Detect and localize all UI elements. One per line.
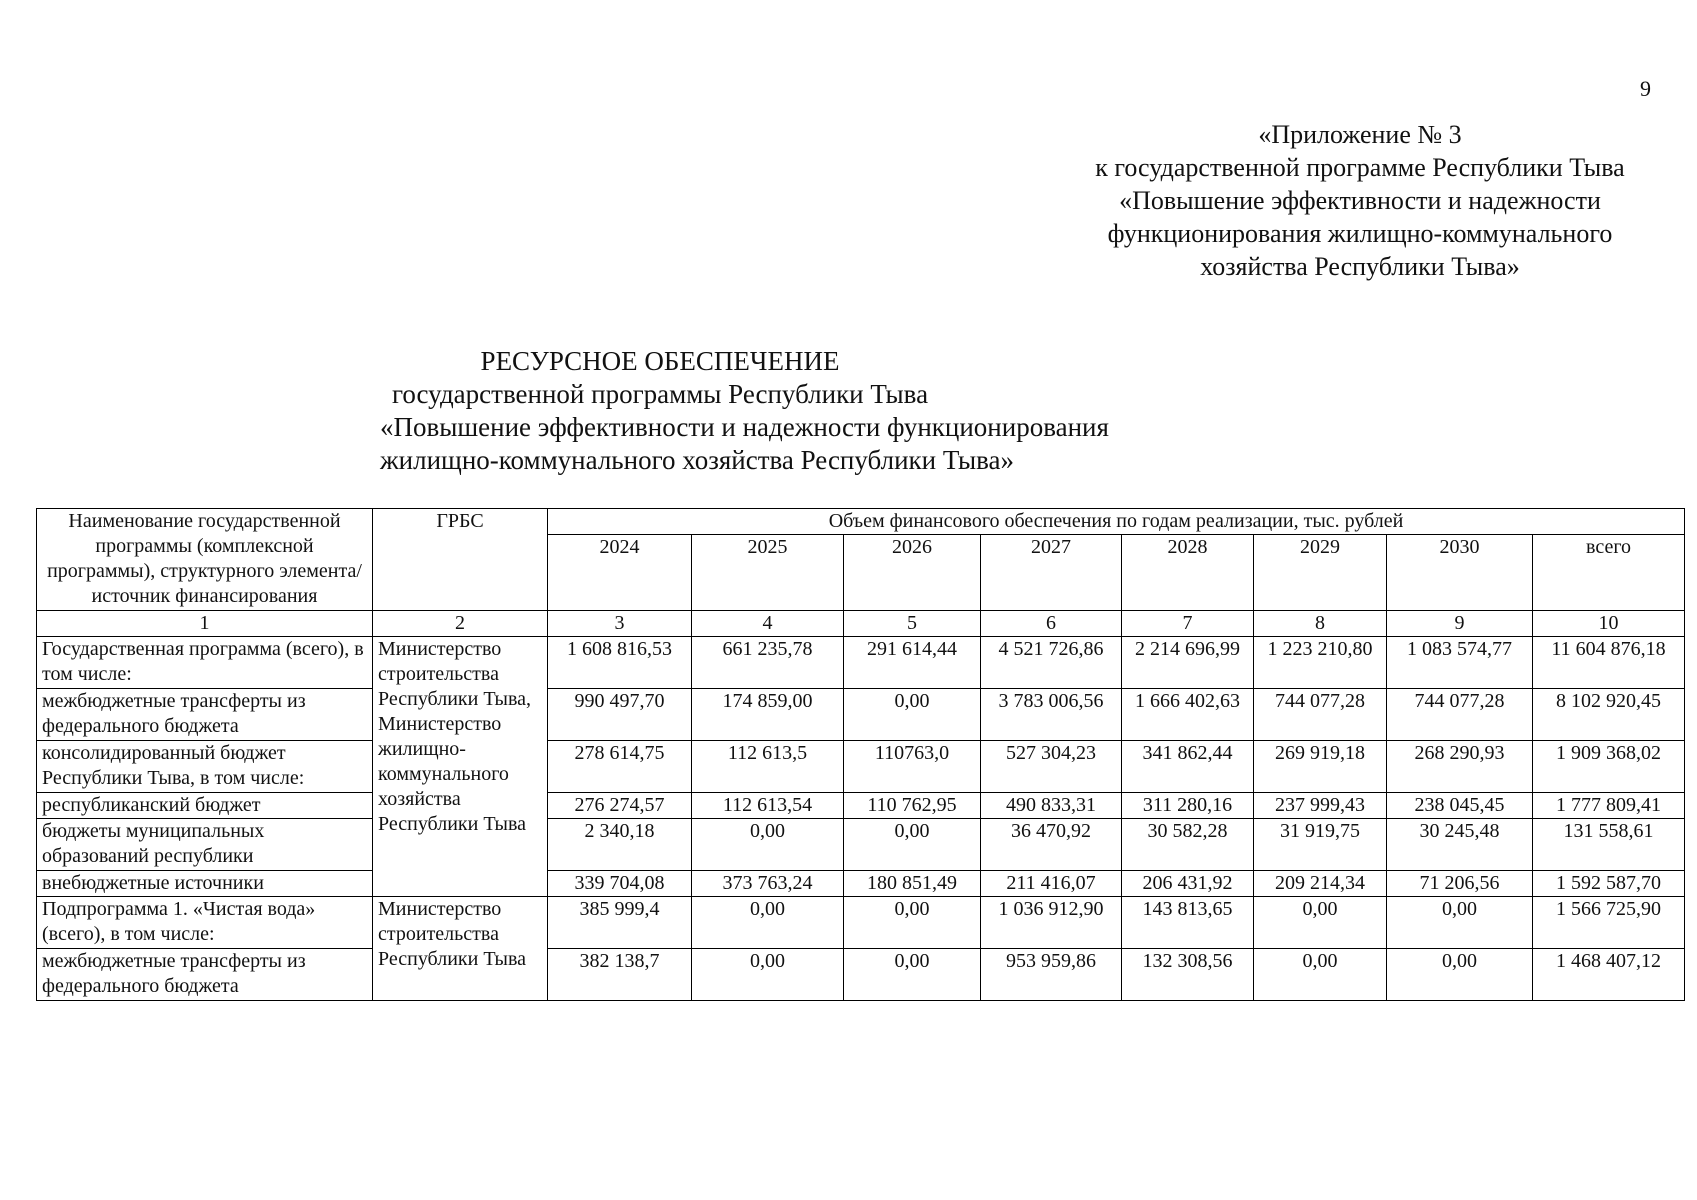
- value-cell: 0,00: [1387, 949, 1533, 1001]
- value-cell: 30 245,48: [1387, 819, 1533, 871]
- value-cell: 268 290,93: [1387, 741, 1533, 793]
- value-cell: 0,00: [844, 819, 981, 871]
- value-cell: 31 919,75: [1254, 819, 1387, 871]
- row-name: консолидированный бюджет Республики Тыва, в том числе:: [37, 741, 373, 793]
- year-header: 2025: [692, 535, 844, 611]
- value-cell: 0,00: [1254, 949, 1387, 1001]
- value-cell: 990 497,70: [548, 689, 692, 741]
- value-cell: 36 470,92: [981, 819, 1122, 871]
- value-cell: 1 036 912,90: [981, 897, 1122, 949]
- value-cell: 112 613,54: [692, 793, 844, 819]
- value-cell: 110 762,95: [844, 793, 981, 819]
- column-number: 3: [548, 611, 692, 637]
- table-row: [37, 949, 1685, 1001]
- value-cell: 1 666 402,63: [1122, 689, 1254, 741]
- column-number: 5: [844, 611, 981, 637]
- table-row: [37, 637, 1685, 689]
- value-cell: 744 077,28: [1254, 689, 1387, 741]
- value-cell: 291 614,44: [844, 637, 981, 689]
- volume-column-header: Объем финансового обеспечения по годам реализации, тыс. рублей: [548, 509, 1685, 535]
- appendix-line: к государственной программе Республики Тыва: [1095, 153, 1625, 182]
- value-cell: 8 102 920,45: [1533, 689, 1685, 741]
- value-cell: 0,00: [692, 897, 844, 949]
- table-row: [37, 871, 1685, 897]
- value-cell: 0,00: [692, 819, 844, 871]
- value-cell: 206 431,92: [1122, 871, 1254, 897]
- page-number: 9: [1640, 76, 1651, 101]
- year-header: 2026: [844, 535, 981, 611]
- title-line: государственной программы Республики Тыва: [391, 379, 929, 409]
- appendix-line: «Приложение № 3: [1258, 120, 1462, 149]
- appendix-line: «Повышение эффективности и надежности: [1119, 186, 1601, 215]
- year-header: 2029: [1254, 535, 1387, 611]
- row-name: Подпрограмма 1. «Чистая вода» (всего), в том числе:: [37, 897, 373, 949]
- appendix-line: хозяйства Республики Тыва»: [1200, 252, 1520, 281]
- value-cell: 0,00: [1387, 897, 1533, 949]
- table-row: [37, 741, 1685, 793]
- value-cell: 4 521 726,86: [981, 637, 1122, 689]
- column-number: 4: [692, 611, 844, 637]
- value-cell: 180 851,49: [844, 871, 981, 897]
- column-numbers-row: [37, 611, 1685, 637]
- year-header: 2024: [548, 535, 692, 611]
- value-cell: 1 909 368,02: [1533, 741, 1685, 793]
- title-line: «Повышение эффективности и надежности функционирования: [380, 412, 1109, 442]
- value-cell: 0,00: [844, 689, 981, 741]
- value-cell: 0,00: [844, 949, 981, 1001]
- grbs-cell: Министерство строительства Республики Тыва, Министерство жилищно-коммунального хозяйства Республики Тыва: [373, 637, 548, 897]
- value-cell: 1 777 809,41: [1533, 793, 1685, 819]
- value-cell: 0,00: [1254, 897, 1387, 949]
- title-line: жилищно-коммунального хозяйства Республики Тыва»: [380, 445, 1014, 475]
- value-cell: 11 604 876,18: [1533, 637, 1685, 689]
- value-cell: 311 280,16: [1122, 793, 1254, 819]
- value-cell: 339 704,08: [548, 871, 692, 897]
- value-cell: 1 468 407,12: [1533, 949, 1685, 1001]
- value-cell: 1 566 725,90: [1533, 897, 1685, 949]
- appendix-caption: [1060, 118, 1660, 283]
- document-title: [380, 345, 1109, 477]
- value-cell: 2 214 696,99: [1122, 637, 1254, 689]
- header-row: [37, 509, 1685, 535]
- value-cell: 278 614,75: [548, 741, 692, 793]
- value-cell: 0,00: [844, 897, 981, 949]
- grbs-column-header: ГРБС: [373, 509, 548, 611]
- column-number: 1: [37, 611, 373, 637]
- title-line: РЕСУРСНОЕ ОБЕСПЕЧЕНИЕ: [480, 346, 840, 376]
- column-number: 10: [1533, 611, 1685, 637]
- value-cell: 237 999,43: [1254, 793, 1387, 819]
- value-cell: 1 083 574,77: [1387, 637, 1533, 689]
- year-header: 2030: [1387, 535, 1533, 611]
- table-row: [37, 793, 1685, 819]
- appendix-line: функционирования жилищно-коммунального: [1107, 219, 1613, 248]
- value-cell: 174 859,00: [692, 689, 844, 741]
- value-cell: 1 592 587,70: [1533, 871, 1685, 897]
- grbs-cell: Министерство строительства Республики Тыва: [373, 897, 548, 1001]
- table-row: [37, 689, 1685, 741]
- value-cell: 209 214,34: [1254, 871, 1387, 897]
- row-name: бюджеты муниципальных образований республики: [37, 819, 373, 871]
- value-cell: 1 608 816,53: [548, 637, 692, 689]
- value-cell: 385 999,4: [548, 897, 692, 949]
- value-cell: 1 223 210,80: [1254, 637, 1387, 689]
- total-header: всего: [1533, 535, 1685, 611]
- column-number: 6: [981, 611, 1122, 637]
- value-cell: 276 274,57: [548, 793, 692, 819]
- value-cell: 211 416,07: [981, 871, 1122, 897]
- value-cell: 527 304,23: [981, 741, 1122, 793]
- row-name: республиканский бюджет: [37, 793, 373, 819]
- value-cell: 143 813,65: [1122, 897, 1254, 949]
- value-cell: 953 959,86: [981, 949, 1122, 1001]
- column-number: 2: [373, 611, 548, 637]
- value-cell: 744 077,28: [1387, 689, 1533, 741]
- value-cell: 661 235,78: [692, 637, 844, 689]
- value-cell: 341 862,44: [1122, 741, 1254, 793]
- column-number: 7: [1122, 611, 1254, 637]
- value-cell: 131 558,61: [1533, 819, 1685, 871]
- year-header: 2028: [1122, 535, 1254, 611]
- name-column-header: Наименование государственной программы (комплексной программы), структурного элемента/источник финансирования: [37, 509, 373, 611]
- value-cell: 71 206,56: [1387, 871, 1533, 897]
- value-cell: 238 045,45: [1387, 793, 1533, 819]
- value-cell: 30 582,28: [1122, 819, 1254, 871]
- row-name: Государственная программа (всего), в том числе:: [37, 637, 373, 689]
- row-name: внебюджетные источники: [37, 871, 373, 897]
- value-cell: 269 919,18: [1254, 741, 1387, 793]
- value-cell: 490 833,31: [981, 793, 1122, 819]
- row-name: межбюджетные трансферты из федерального бюджета: [37, 689, 373, 741]
- column-number: 9: [1387, 611, 1533, 637]
- year-header: 2027: [981, 535, 1122, 611]
- row-name: межбюджетные трансферты из федерального бюджета: [37, 949, 373, 1001]
- value-cell: 0,00: [692, 949, 844, 1001]
- value-cell: 382 138,7: [548, 949, 692, 1001]
- value-cell: 2 340,18: [548, 819, 692, 871]
- value-cell: 110763,0: [844, 741, 981, 793]
- value-cell: 132 308,56: [1122, 949, 1254, 1001]
- column-number: 8: [1254, 611, 1387, 637]
- table-row: [37, 819, 1685, 871]
- resource-table: [36, 508, 1685, 1001]
- table-row: [37, 897, 1685, 949]
- value-cell: 112 613,5: [692, 741, 844, 793]
- value-cell: 373 763,24: [692, 871, 844, 897]
- value-cell: 3 783 006,56: [981, 689, 1122, 741]
